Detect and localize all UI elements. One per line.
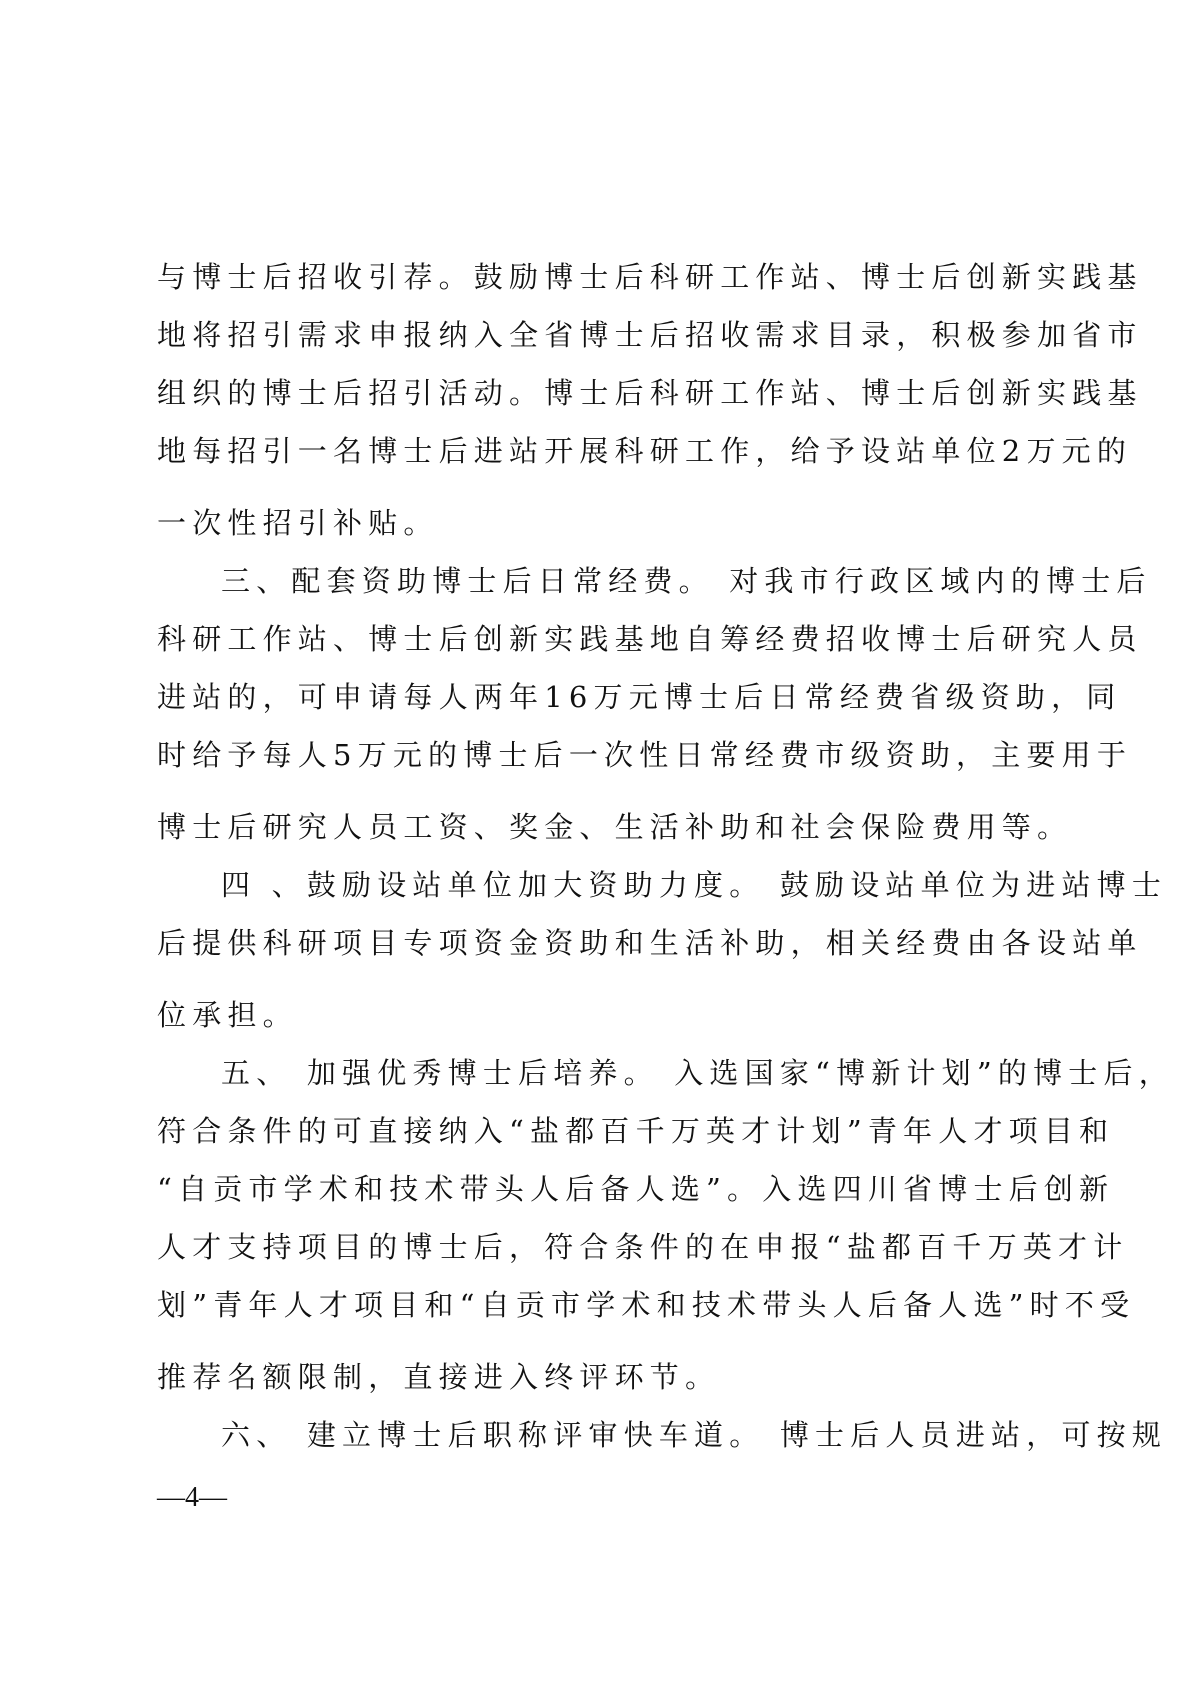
text-line: 推荐名额限制，直接进入终评环节。 (157, 1360, 721, 1394)
text-line: 组织的博士后招引活动。博士后科研工作站、博士后创新实践基 (157, 376, 1143, 410)
section-five-heading-line: 五、 加强优秀博士后培养。 入选国家“博新计划”的博士后， (221, 1056, 1174, 1090)
text-line: 博士后研究人员工资、奖金、生活补助和社会保险费用等。 (157, 810, 1073, 844)
text-line: 人才支持项目的博士后，符合条件的在申报“盐都百千万英才计 (157, 1230, 1129, 1264)
text-line: 后提供科研项目专项资金资助和生活补助，相关经费由各设站单 (157, 926, 1143, 960)
text-line: 划”青年人才项目和“自贡市学术和技术带头人后备人选”时不受 (157, 1288, 1136, 1322)
text-line: “自贡市学术和技术带头人后备人选”。入选四川省博士后创新 (157, 1172, 1115, 1206)
text-line: 与博士后招收引荐。鼓励博士后科研工作站、博士后创新实践基 (157, 260, 1143, 294)
text-line: 时给予每人5万元的博士后一次性日常经费市级资助，主要用于 (157, 738, 1133, 772)
page-number: —4— (157, 1482, 227, 1513)
text-line: 地每招引一名博士后进站开展科研工作，给予设站单位2万元的 (157, 434, 1133, 468)
section-six-heading-line: 六、 建立博士后职称评审快车道。 博士后人员进站，可按规 (221, 1418, 1168, 1452)
text-line: 进站的，可申请每人两年16万元博士后日常经费省级资助，同 (157, 680, 1122, 714)
text-line: 符合条件的可直接纳入“盐都百千万英才计划”青年人才项目和 (157, 1114, 1115, 1148)
section-four-heading-line: 四 、鼓励设站单位加大资助力度。 鼓励设站单位为进站博士 (221, 868, 1168, 902)
text-line: 一次性招引补贴。 (157, 506, 439, 540)
body-text (157, 248, 1174, 1464)
text-line: 科研工作站、博士后创新实践基地自筹经费招收博士后研究人员 (157, 622, 1143, 656)
section-three-heading-line: 三、配套资助博士后日常经费。 对我市行政区域内的博士后 (221, 564, 1152, 598)
text-line: 位承担。 (157, 998, 298, 1032)
text-line: 地将招引需求申报纳入全省博士后招收需求目录，积极参加省市 (157, 318, 1143, 352)
